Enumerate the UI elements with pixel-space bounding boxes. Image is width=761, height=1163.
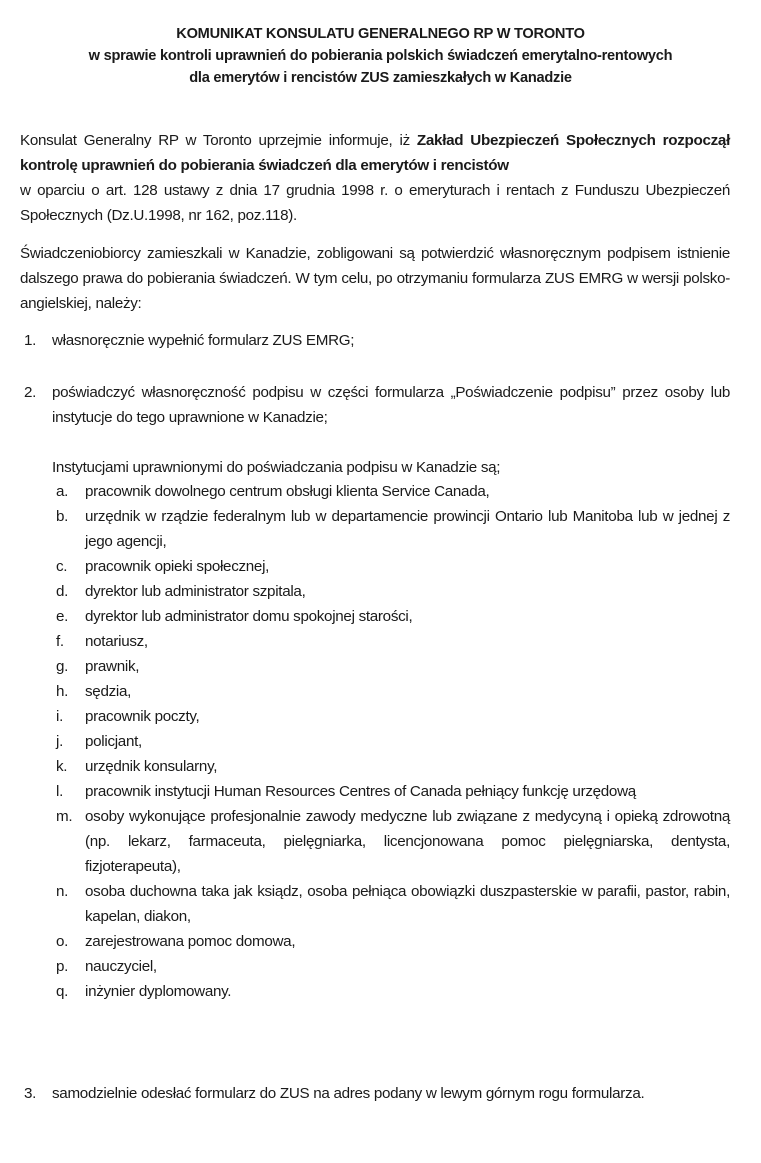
- institution-text: dyrektor lub administrator domu spokojnej starości,: [85, 608, 413, 625]
- institution-marker: n.: [56, 883, 69, 900]
- institution-text: prawnik,: [85, 658, 140, 675]
- institution-text: osoba duchowna taka jak ksiądz, osoba pełniąca obowiązki duszpasterskie w parafii, pastor, rabin, kapelan, diakon,: [85, 883, 730, 925]
- step-number: 3.: [24, 1085, 37, 1102]
- institution-text: policjant,: [85, 733, 142, 750]
- intro-paragraph: [20, 128, 730, 228]
- step-item: [20, 380, 730, 430]
- institution-item: [52, 979, 730, 1004]
- institution-text: nauczyciel,: [85, 958, 157, 975]
- institution-text: inżynier dyplomowany.: [85, 983, 232, 1000]
- institution-marker: i.: [56, 708, 63, 725]
- institution-marker: e.: [56, 608, 69, 625]
- institution-text: notariusz,: [85, 633, 148, 650]
- step-text: samodzielnie odesłać formularz do ZUS na adres podany w lewym górnym rogu formularza.: [52, 1085, 645, 1102]
- institution-text: pracownik poczty,: [85, 708, 200, 725]
- institution-item: [52, 654, 730, 679]
- institution-text: urzędnik konsularny,: [85, 758, 218, 775]
- institution-marker: l.: [56, 783, 63, 800]
- institution-marker: p.: [56, 958, 69, 975]
- header-title: KOMUNIKAT KONSULATU GENERALNEGO RP W TORONTO: [176, 26, 585, 42]
- intro-text-start: Konsulat Generalny RP w Toronto uprzejmie informuje, iż: [20, 132, 417, 149]
- header-subtitle-line1: w sprawie kontroli uprawnień do pobierania polskich świadczeń emerytalno-rentowych: [88, 48, 673, 64]
- institution-text: sędzia,: [85, 683, 132, 700]
- institution-text: dyrektor lub administrator szpitala,: [85, 583, 306, 600]
- institution-item: [52, 779, 730, 804]
- institution-marker: c.: [56, 558, 68, 575]
- step-item: [20, 328, 730, 353]
- institution-marker: k.: [56, 758, 68, 775]
- institution-text: pracownik opieki społecznej,: [85, 558, 270, 575]
- institution-marker: m.: [56, 808, 73, 825]
- institution-item: [52, 754, 730, 779]
- institution-marker: q.: [56, 983, 69, 1000]
- institution-marker: a.: [56, 483, 69, 500]
- institution-item: [52, 679, 730, 704]
- institution-item: [52, 704, 730, 729]
- institution-marker: g.: [56, 658, 69, 675]
- institution-marker: b.: [56, 508, 69, 525]
- institution-text: pracownik instytucji Human Resources Centres of Canada pełniący funkcję urzędową: [85, 783, 636, 800]
- document-header: [0, 23, 761, 89]
- institution-item: [52, 554, 730, 579]
- institution-text: pracownik dowolnego centrum obsługi klienta Service Canada,: [85, 483, 490, 500]
- institution-item: [52, 604, 730, 629]
- institution-text: osoby wykonujące profesjonalnie zawody medyczne lub związane z medycyną i opieką zdrowotną (np. lekarz, farmaceuta, pielęgniarka, licencjonowana pomoc pielęgniarska, dentysta, fizjoterapeuta),: [85, 808, 730, 875]
- obligation-paragraph: Świadczeniobiorcy zamieszkali w Kanadzie, zobligowani są potwierdzić własnoręcznym podpisem istnienie dalszego prawa do pobierania świadczeń. W tym celu, po otrzymaniu formularza ZUS EMRG w wersji polsko-angielskiej, należy:: [20, 245, 730, 312]
- institution-marker: j.: [56, 733, 63, 750]
- institution-item: [52, 804, 730, 879]
- intro-text-end: w oparciu o art. 128 ustawy z dnia 17 grudnia 1998 r. o emeryturach i rentach z Funduszu Ubezpieczeń Społecznych (Dz.U.1998, nr 162, poz.118).: [20, 182, 730, 224]
- step-number: 1.: [24, 332, 37, 349]
- institution-item: [52, 579, 730, 604]
- institution-item: [52, 729, 730, 754]
- header-subtitle-line2: dla emerytów i rencistów ZUS zamieszkałych w Kanadzie: [189, 70, 572, 86]
- step-item: [20, 1081, 730, 1106]
- step-text: poświadczyć własnoręczność podpisu w części formularza „Poświadczenie podpisu” przez osoby lub instytucje do tego uprawnione w Kanadzie;: [52, 384, 730, 426]
- institutions-intro: Instytucjami uprawnionymi do poświadczania podpisu w Kanadzie są;: [52, 459, 501, 476]
- institution-marker: h.: [56, 683, 69, 700]
- institution-item: [52, 479, 730, 504]
- institution-text: zarejestrowana pomoc domowa,: [85, 933, 296, 950]
- institution-item: [52, 954, 730, 979]
- institution-marker: o.: [56, 933, 69, 950]
- intro-bold-text: Zakład Ubezpieczeń Społecznych rozpoczął kontrolę uprawnień do pobierania świadczeń dla emerytów i rencistów: [20, 132, 730, 174]
- institution-item: [52, 929, 730, 954]
- institution-text: urzędnik w rządzie federalnym lub w departamencie prowincji Ontario lub Manitoba lub w jednej z jego agencji,: [85, 508, 730, 550]
- institution-item: [52, 879, 730, 929]
- institution-item: [52, 629, 730, 654]
- institutions-list: [52, 479, 730, 1004]
- institution-marker: d.: [56, 583, 69, 600]
- institution-marker: f.: [56, 633, 64, 650]
- institution-item: [52, 504, 730, 554]
- step-text: własnoręcznie wypełnić formularz ZUS EMRG;: [52, 332, 355, 349]
- step-number: 2.: [24, 384, 37, 401]
